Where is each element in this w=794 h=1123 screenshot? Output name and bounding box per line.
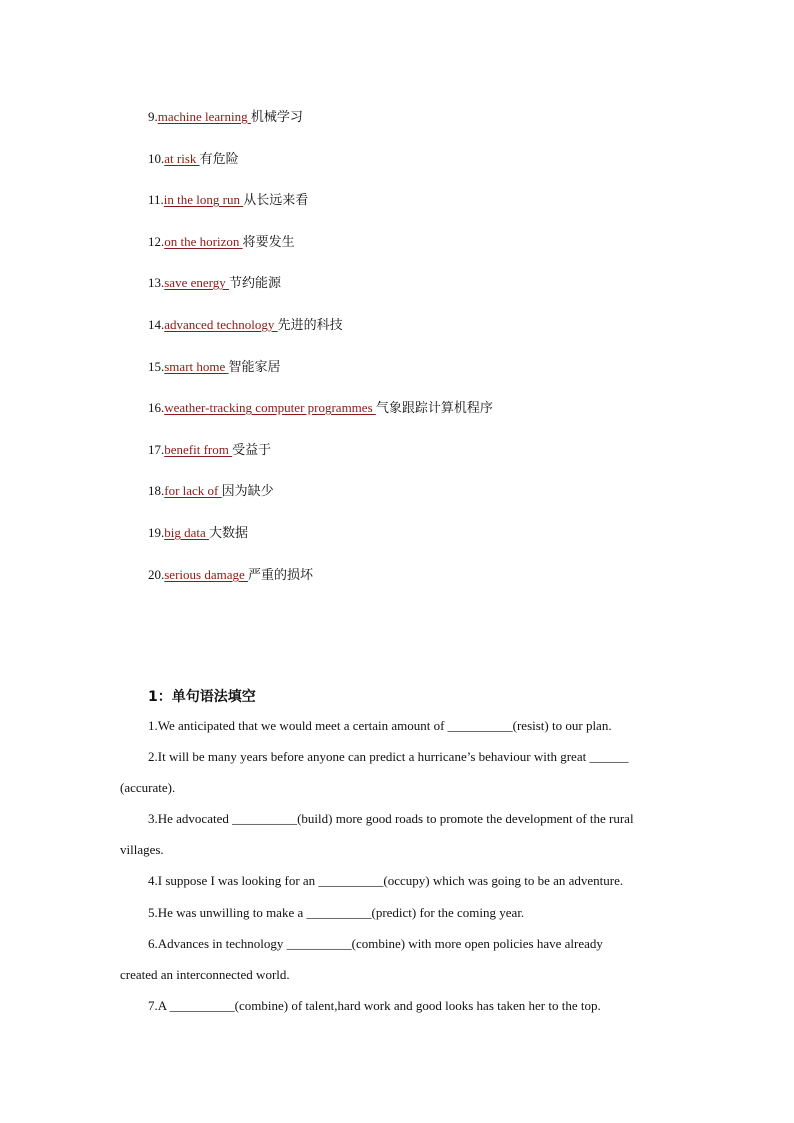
- chinese-meaning: 机械学习: [250, 110, 303, 125]
- english-phrase: serious damage: [164, 567, 249, 582]
- english-phrase: for lack of: [164, 483, 222, 498]
- item-number: 13.: [148, 275, 165, 290]
- chinese-meaning: 严重的损坏: [248, 568, 314, 583]
- list-item: [148, 359, 281, 376]
- list-item: [148, 400, 493, 417]
- english-phrase: at risk: [164, 151, 200, 166]
- list-item: [148, 525, 248, 542]
- list-item: [148, 317, 343, 334]
- question-6-continued: created an interconnected world.: [120, 967, 290, 982]
- list-item: [148, 151, 239, 168]
- english-phrase: machine learning: [157, 109, 251, 124]
- chinese-meaning: 有危险: [199, 152, 239, 167]
- english-phrase: save energy: [164, 275, 229, 290]
- item-number: 16.: [148, 400, 165, 415]
- chinese-meaning: 大数据: [209, 526, 249, 541]
- english-phrase: on the horizon: [164, 234, 243, 249]
- question-4: 4.I suppose I was looking for an __________(occupy) which was going to be an adventure.: [148, 873, 624, 888]
- list-item: [148, 234, 295, 251]
- question-2: 2.It will be many years before anyone can predict a hurricane’s behaviour with great ______: [148, 749, 629, 764]
- chinese-meaning: 节约能源: [228, 276, 281, 291]
- list-item: [148, 442, 271, 459]
- question-7: 7.A __________(combine) of talent,hard work and good looks has taken her to the top.: [148, 998, 601, 1013]
- list-item: [148, 275, 281, 292]
- english-phrase: benefit from: [164, 442, 233, 457]
- item-number: 14.: [148, 317, 165, 332]
- item-number: 10.: [148, 151, 165, 166]
- chinese-meaning: 因为缺少: [221, 484, 274, 499]
- item-number: 20.: [148, 567, 165, 582]
- question-6: 6.Advances in technology __________(combine) with more open policies have already: [148, 936, 603, 951]
- english-phrase: big data: [164, 525, 210, 540]
- chinese-meaning: 先进的科技: [277, 318, 343, 333]
- question-3: 3.He advocated __________(build) more good roads to promote the development of the rural: [148, 811, 634, 826]
- item-number: 9.: [148, 109, 158, 124]
- english-phrase: in the long run: [163, 192, 244, 207]
- question-3-continued: villages.: [120, 842, 164, 857]
- item-number: 15.: [148, 359, 165, 374]
- item-number: 12.: [148, 234, 165, 249]
- item-number: 18.: [148, 483, 165, 498]
- list-item: [148, 109, 303, 126]
- item-number: 11.: [148, 192, 164, 207]
- english-phrase: smart home: [164, 359, 229, 374]
- english-phrase: advanced technology: [164, 317, 278, 332]
- list-item: [148, 567, 313, 584]
- chinese-meaning: 气象跟踪计算机程序: [375, 401, 493, 416]
- chinese-meaning: 将要发生: [242, 235, 295, 250]
- list-item: [148, 483, 274, 500]
- question-1: 1.We anticipated that we would meet a certain amount of __________(resist) to our plan.: [148, 718, 612, 733]
- english-phrase: weather-tracking computer programmes: [164, 400, 376, 415]
- list-item: [148, 192, 308, 209]
- chinese-meaning: 受益于: [232, 443, 272, 458]
- question-2-continued: (accurate).: [120, 780, 176, 795]
- section-heading: 1：单句语法填空: [148, 689, 256, 705]
- item-number: 19.: [148, 525, 165, 540]
- chinese-meaning: 智能家居: [228, 360, 281, 375]
- chinese-meaning: 从长远来看: [243, 193, 309, 208]
- question-5: 5.He was unwilling to make a __________(predict) for the coming year.: [148, 905, 525, 920]
- item-number: 17.: [148, 442, 165, 457]
